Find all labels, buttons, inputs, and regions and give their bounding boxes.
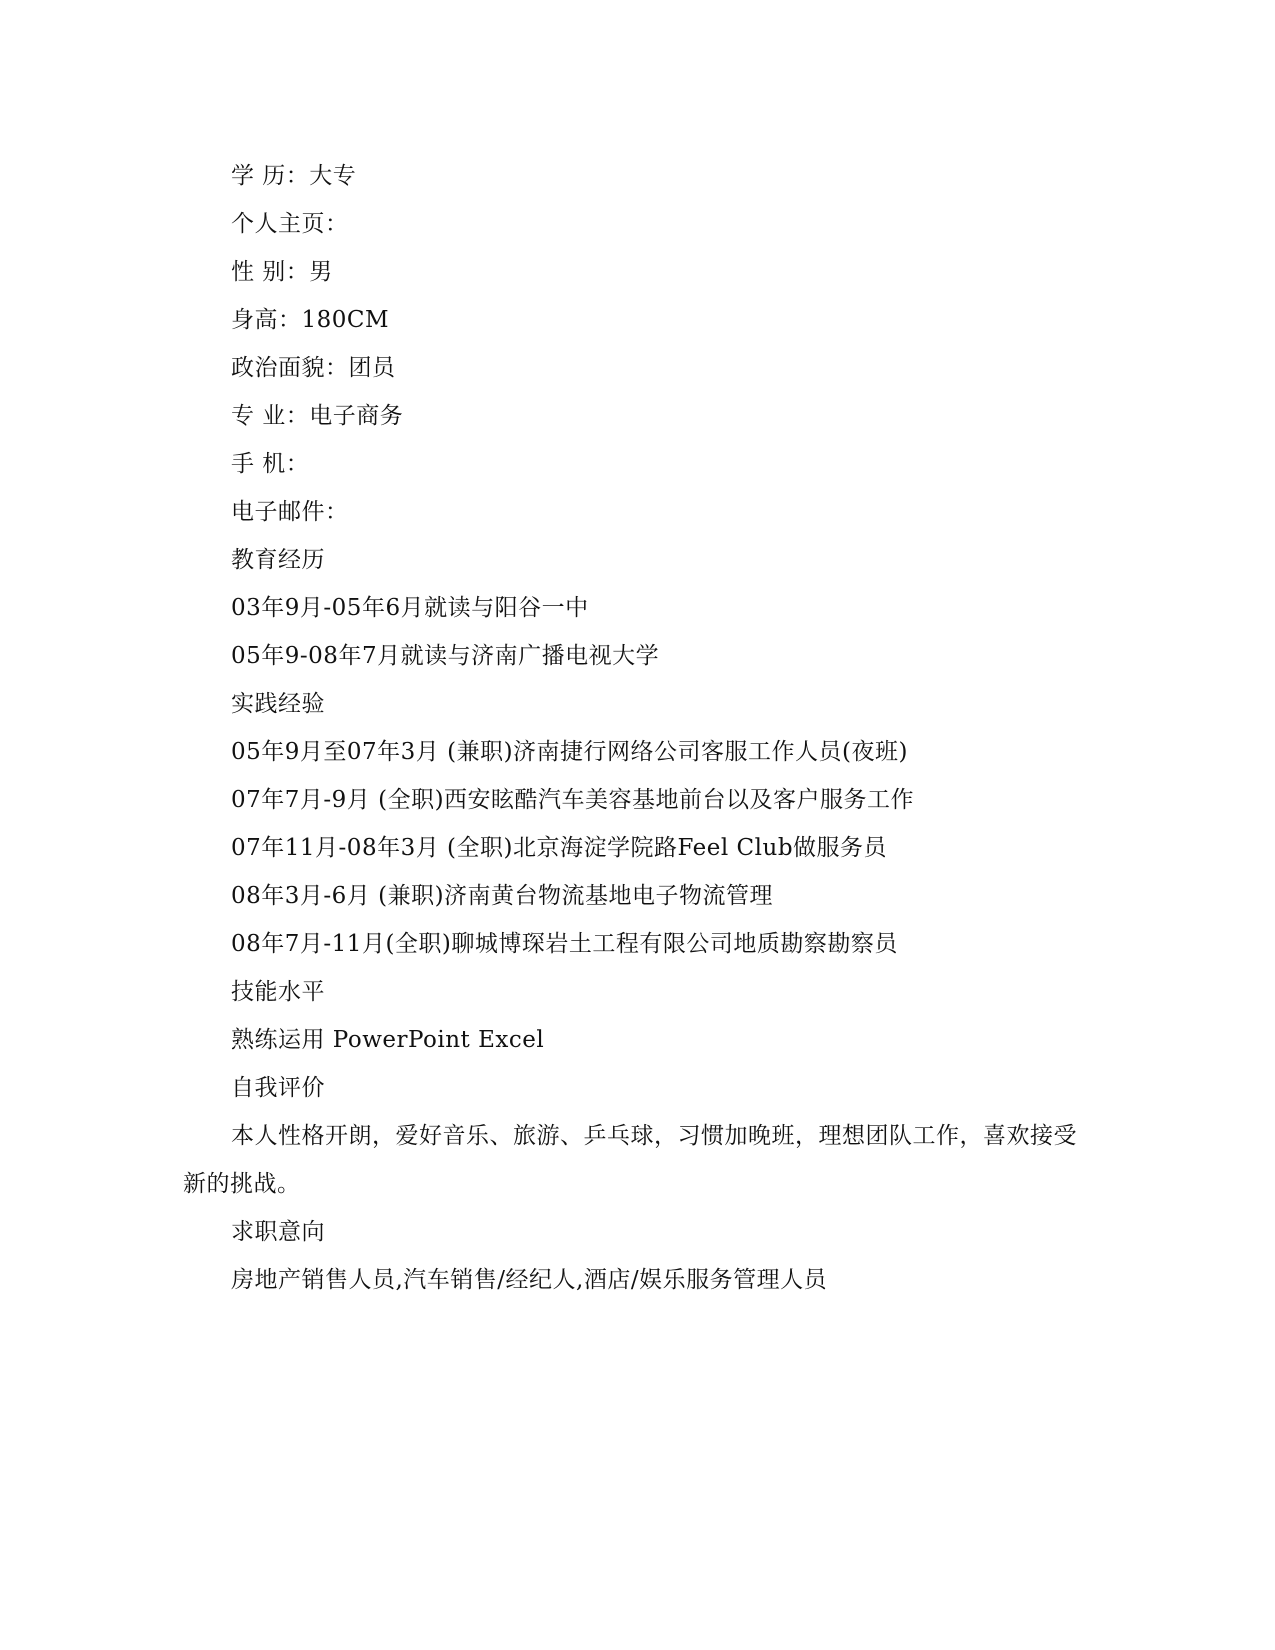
job-intent-text: 房地产销售人员,汽车销售/经纪人,酒店/娱乐服务管理人员 [231, 1267, 828, 1293]
education-item: 03年9月-05年6月就读与阳谷一中 [231, 595, 589, 621]
experience-item: 07年11月-08年3月 (全职)北京海淀学院路Feel Club做服务员 [231, 835, 888, 861]
experience-item: 07年7月-9月 (全职)西安眩酷汽车美容基地前台以及客户服务工作 [231, 787, 915, 813]
education-heading: 教育经历 [231, 547, 325, 573]
major: 专 业：电子商务 [231, 403, 404, 429]
skills-heading: 技能水平 [231, 979, 325, 1005]
experience-item: 05年9月至07年3月 (兼职)济南捷行网络公司客服工作人员(夜班) [231, 739, 909, 765]
experience-item: 08年7月-11月(全职)聊城博琛岩土工程有限公司地质勘察勘察员 [231, 931, 898, 957]
political-status: 政治面貌：团员 [231, 355, 396, 381]
homepage: 个人主页： [231, 211, 349, 237]
height: 身高：180CM [231, 307, 390, 333]
mobile: 手 机： [231, 451, 310, 477]
self-eval-text: 本人性格开朗，爱好音乐、旅游、乒乓球，习惯加晚班，理想团队工作，喜欢接受新的挑战。 [183, 1123, 1077, 1197]
resume-body [183, 152, 1083, 1304]
gender: 性 别：男 [231, 259, 333, 285]
experience-item: 08年3月-6月 (兼职)济南黄台物流基地电子物流管理 [231, 883, 774, 909]
experience-heading: 实践经验 [231, 691, 325, 717]
skills-text: 熟练运用 PowerPoint Excel [231, 1027, 545, 1053]
job-intent-heading: 求职意向 [231, 1219, 325, 1245]
self-eval-heading: 自我评价 [231, 1075, 325, 1101]
email: 电子邮件： [231, 499, 349, 525]
education-level: 学 历：大专 [231, 163, 357, 189]
education-item: 05年9-08年7月就读与济南广播电视大学 [231, 643, 660, 669]
